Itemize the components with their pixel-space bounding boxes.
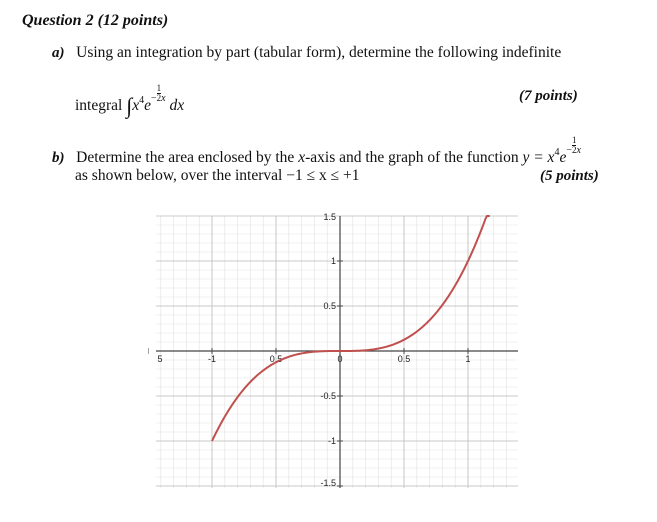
y-tick-label: 1.5 (323, 212, 336, 222)
x-tick-label: 5 (157, 354, 163, 364)
func-exp-den: 2 (571, 145, 577, 155)
part-b-points: (5 points) (540, 168, 599, 184)
part-b-text-before: Determine the area enclosed by the (76, 149, 295, 166)
integral-sign: ∫ (126, 93, 133, 118)
exp-num: 1 (156, 83, 162, 93)
question-title: Question 2 (12 points) (22, 12, 169, 29)
func-e: e (559, 149, 567, 166)
part-a-line1 (52, 44, 561, 62)
x-tick-label: -1 (207, 354, 217, 364)
function-graph (148, 210, 520, 490)
x-tick-label: 0.5 (269, 354, 283, 364)
func-power: 4 (554, 147, 560, 158)
integrand-e: e (144, 97, 152, 114)
exp-den: 2 (156, 93, 162, 103)
y-tick-label: 1 (330, 256, 336, 266)
part-a-points: (7 points) (519, 88, 578, 104)
func-exp-num: 1 (571, 135, 577, 145)
function-curve (212, 216, 490, 441)
interval: −1 ≤ x ≤ +1 (286, 167, 360, 184)
y-tick-label: -1.5 (320, 478, 336, 488)
part-b-line2 (75, 167, 359, 185)
integrand-base: x (132, 97, 140, 114)
integrand-power: 4 (139, 95, 145, 106)
x-tick-label: 0.5 (397, 354, 411, 364)
x-axis-var: x (298, 149, 306, 166)
y-tick-label: -1 (327, 436, 336, 446)
func-lhs: y = x (522, 149, 555, 166)
y-tick-label: 0.5 (323, 301, 336, 311)
y-tick-label: -0.5 (320, 391, 336, 401)
exp-sign: − (151, 93, 157, 104)
part-a-integral (75, 84, 184, 119)
part-b-line2-text: as shown below, over the interval (75, 167, 283, 184)
func-exp-sign: − (566, 145, 572, 156)
dx-label: dx (169, 97, 185, 114)
exp-var: x (161, 93, 166, 104)
integral-word: integral (75, 97, 123, 114)
x-tick-label: 0 (337, 354, 343, 364)
part-b-letter: b) (52, 150, 65, 166)
part-b-line1 (52, 136, 581, 167)
part-a-letter: a) (52, 45, 65, 61)
part-a-text: Using an integration by part (tabular form), determine the following indefinite (76, 44, 562, 61)
x-tick-label: 1 (465, 354, 471, 364)
part-b-text-mid: -axis and the graph of the function (305, 149, 519, 166)
func-exp-var: x (576, 145, 581, 156)
